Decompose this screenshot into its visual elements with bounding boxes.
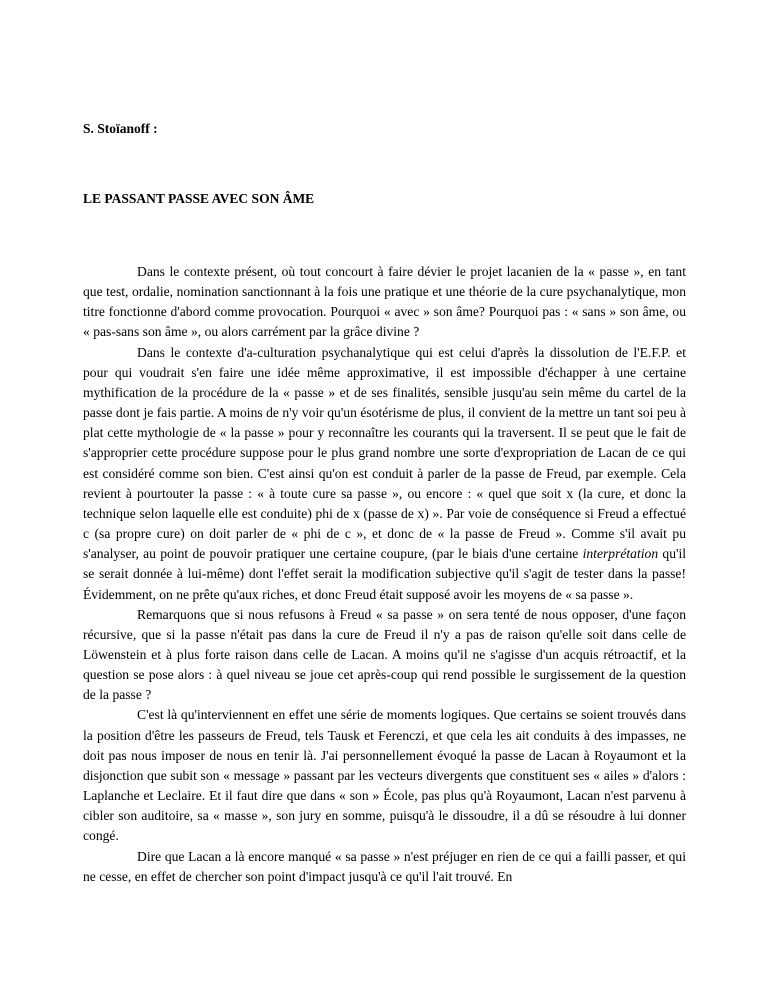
- paragraph-3: Remarquons que si nous refusons à Freud « sa passe » on sera tenté de nous opposer, d'une façon récursive, que si la passe n'était pas dans la cure de Freud il n'y a pas de raison qu'elle soit dans celle de Löwenstein et à plus forte raison dans celle de Lacan. A moins qu'il ne s'agisse d'un acquis rétroactif, et la question se pose alors : à quel niveau se joue cet après-coup qui rend possible le surgissement de la question de la passe ?: [83, 606, 686, 703]
- paragraph-4: C'est là qu'interviennent en effet une série de moments logiques. Que certains se soient trouvés dans la position d'être les passeurs de Freud, tels Tausk et Ferenczi, et que cela les ait conduits à des impasses, ne doit pas nous imposer de nous en tenir là. J'ai personnellement évoqué la passe de Lacan à Royaumont et la disjonction que subit son « message » passant par les vecteurs divergents que constituent ses « ailes » d'alors : Laplanche et Leclaire. Et il faut dire que dans « son » École, pas plus qu'à Royaumont, Lacan n'est parvenu à cibler son auditoire, sa « masse », son jury en somme, puisqu'à le dissoudre, il a dû se résoudre à lui donner congé.: [83, 707, 686, 844]
- body-text: [83, 262, 686, 887]
- paragraph-1: Dans le contexte présent, où tout concourt à faire dévier le projet lacanien de la « passe », en tant que test, ordalie, nomination sanctionnant à la fois une pratique et une théorie de la cure psychanalytique, mon titre fonctionne d'abord comme provocation. Pourquoi « avec » son âme? Pourquoi pas : « sans » son âme, ou « pas-sans son âme », ou alors carrément par la grâce divine ?: [83, 264, 686, 340]
- document-title: LE PASSANT PASSE AVEC SON ÂME: [83, 191, 315, 206]
- paragraph-2: [83, 343, 686, 605]
- paragraph-2-emphasis: interprétation: [582, 546, 659, 562]
- paragraph-2-part-2: qu'il se serait donnée à lui-même) dont l'effet serait la modification subjective qu'il s'agit de tester dans la passe! Évidemment, on ne prête qu'aux riches, et donc Freud était supposé avoir les moyens de « sa passe ».: [83, 546, 687, 602]
- paragraph-5: Dire que Lacan a là encore manqué « sa passe » n'est préjuger en rien de ce qui a failli passer, et qui ne cesse, en effet de chercher son point d'impact jusqu'à ce qu'il l'ait trouvé. En: [83, 848, 686, 884]
- author-name: S. Stoïanoff :: [83, 121, 158, 136]
- paragraph-2-part-1: Dans le contexte d'a-culturation psychanalytique qui est celui d'après la dissolution de l'E.F.P. et pour qui voudrait s'en faire une idée même approximative, il est impossible d'échapper à une certaine mythification de la procédure de la « passe » et de ses finalités, sensible jusqu'au sein même du cartel de la passe dont je fais partie. A moins de n'y voir qu'un ésotérisme de plus, il convient de la mettre un tant soi peu à plat cette mythologie de « la passe » pour y reconnaître les courants qui la traversent. Il se peut que le fait de s'approprier cette procédure suppose pour le plus grand nombre une sorte d'expropriation de Lacan de ce qui est considéré comme son bien. C'est ainsi qu'on est conduit à parler de la passe de Freud, par exemple. Cela revient à pourtouter la passe : « à toute cure sa passe », ou encore : « quel que soit x (la cure, et donc la technique selon laquelle elle est conduite) phi de x (passe de x) ». Par voie de conséquence si Freud a effectué c (sa propre cure) on doit parler de « phi de c », et donc de « la passe de Freud ». Comme s'il avait pu s'analyser, au point de pouvoir pratiquer une certaine coupure, (par le biais d'une certaine: [83, 344, 686, 562]
